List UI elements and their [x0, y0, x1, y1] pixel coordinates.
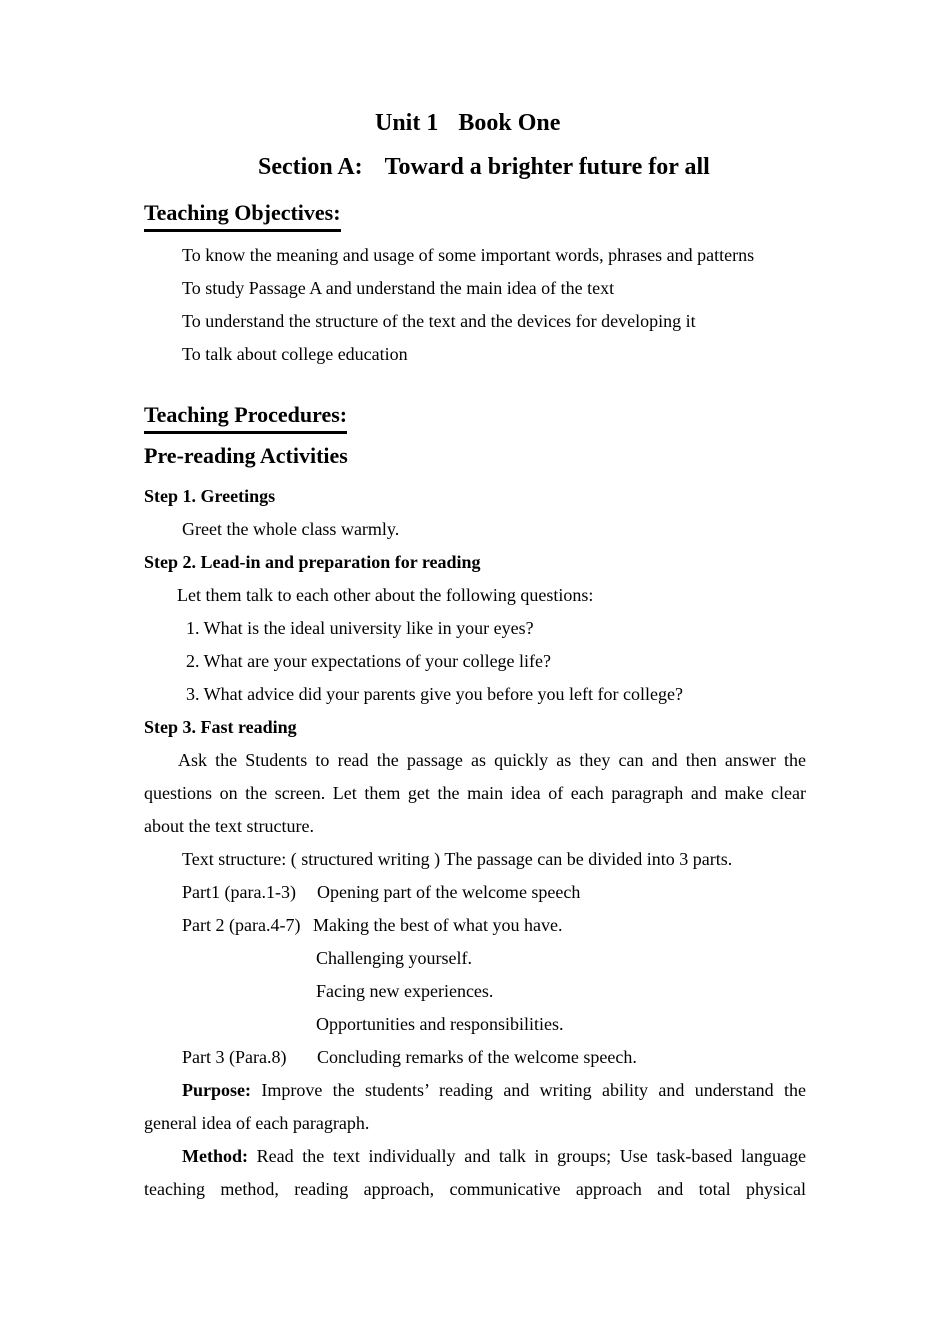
unit-title — [375, 108, 560, 138]
objective-item: To know the meaning and usage of some important words, phrases and patterns — [182, 245, 755, 265]
step3-para-line: Ask the Students to read the passage as quickly as they can and then answer the — [178, 750, 806, 770]
part2-item: Challenging yourself. — [316, 948, 472, 968]
objective-item: To study Passage A and understand the main idea of the text — [182, 278, 615, 298]
purpose-line-2: general idea of each paragraph. — [144, 1113, 370, 1133]
method-text: Read the text individually and talk in groups; Use task-based language — [256, 1146, 806, 1166]
text-structure-line: Text structure: ( structured writing ) The passage can be divided into 3 parts. — [182, 849, 733, 869]
method-label: Method: — [182, 1146, 248, 1166]
procedures-heading: Teaching Procedures: — [144, 401, 347, 434]
step3-title: Step 3. Fast reading — [144, 717, 297, 737]
unit-label: Unit 1 — [375, 110, 439, 136]
part2-item: Making the best of what you have. — [313, 915, 563, 935]
book-label: Book One — [458, 110, 561, 136]
step3-para-line: questions on the screen. Let them get the main idea of each paragraph and make clear — [144, 783, 806, 803]
section-label: Section A: — [258, 154, 363, 180]
part3-text: Concluding remarks of the welcome speech. — [317, 1047, 637, 1067]
section-title — [258, 152, 710, 182]
step3-para-line: about the text structure. — [144, 816, 314, 836]
part1-text: Opening part of the welcome speech — [317, 882, 581, 902]
objective-item: To talk about college education — [182, 344, 408, 364]
pre-reading-heading: Pre-reading Activities — [144, 443, 348, 468]
question-item: 1. What is the ideal university like in your eyes? — [186, 618, 534, 638]
part1-label: Part1 (para.1-3) — [182, 882, 296, 902]
step1-text: Greet the whole class warmly. — [182, 519, 400, 539]
step1-title: Step 1. Greetings — [144, 486, 276, 506]
method-line — [182, 1145, 806, 1167]
part2-item: Facing new experiences. — [316, 981, 494, 1001]
step2-title: Step 2. Lead-in and preparation for reading — [144, 552, 481, 572]
purpose-text: Improve the students’ reading and writing ability and understand the — [261, 1080, 807, 1100]
question-item: 2. What are your expectations of your college life? — [186, 651, 552, 671]
part2-label: Part 2 (para.4-7) — [182, 915, 301, 935]
objectives-heading: Teaching Objectives: — [144, 199, 341, 232]
part3-label: Part 3 (Para.8) — [182, 1047, 287, 1067]
purpose-label: Purpose: — [182, 1080, 251, 1100]
section-name: Toward a brighter future for all — [384, 154, 710, 180]
step2-intro: Let them talk to each other about the following questions: — [177, 585, 594, 605]
purpose-line — [182, 1079, 806, 1101]
question-item: 3. What advice did your parents give you before you left for college? — [186, 684, 683, 704]
part2-item: Opportunities and responsibilities. — [316, 1014, 564, 1034]
method-line-2: teaching method, reading approach, communicative approach and total physical — [144, 1179, 806, 1199]
objective-item: To understand the structure of the text and the devices for developing it — [182, 311, 696, 331]
